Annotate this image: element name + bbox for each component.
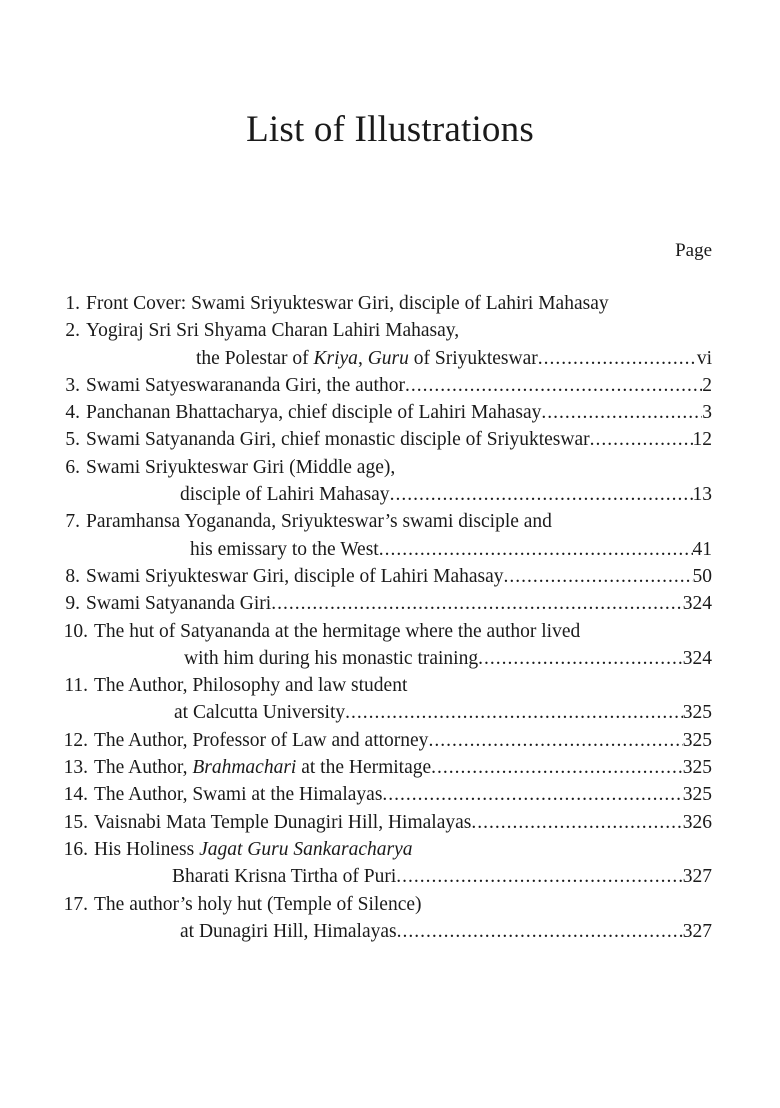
- page-number: 326: [682, 811, 712, 833]
- page-number: vi: [696, 347, 712, 369]
- dot-leader: [504, 563, 693, 590]
- list-item-continuation: [50, 536, 712, 563]
- list-item-continuation: [50, 699, 712, 726]
- item-caption: Swami Satyananda Giri: [86, 593, 272, 615]
- list-item-continuation: [50, 645, 712, 672]
- item-caption: Swami Satyananda Giri, chief monastic disciple of Sriyukteswar: [86, 429, 590, 451]
- page-number: 2: [702, 374, 712, 396]
- page-number: 325: [682, 784, 712, 806]
- dot-leader: [431, 754, 683, 781]
- page-number: 3: [702, 402, 712, 424]
- item-caption: The Author, Swami at the Himalayas: [94, 784, 383, 806]
- item-caption: The Author, Philosophy and law student: [94, 675, 408, 697]
- list-item-continuation: [50, 481, 712, 508]
- item-caption: Swami Sriyukteswar Giri, disciple of Lahiri Mahasay: [86, 565, 504, 587]
- page-number: 325: [682, 757, 712, 779]
- page-title: List of Illustrations: [246, 109, 534, 150]
- item-number: 3.: [65, 374, 80, 396]
- list-item-continuation: [50, 863, 712, 890]
- dot-leader: [478, 645, 683, 672]
- list-item: [50, 317, 712, 344]
- list-item: [50, 754, 712, 781]
- item-number: 12.: [63, 729, 88, 751]
- item-number: 10.: [63, 620, 88, 642]
- item-caption: Front Cover: Swami Sriyukteswar Giri, disciple of Lahiri Mahasay: [86, 293, 609, 314]
- item-caption: The Author, Professor of Law and attorney: [94, 729, 429, 751]
- list-item: [50, 727, 712, 754]
- item-caption: Yogiraj Sri Sri Shyama Charan Lahiri Mahasay,: [86, 320, 460, 342]
- list-item: [50, 508, 712, 535]
- item-caption: the Polestar of Kriya, Guru of Sriyukteswar: [196, 347, 538, 369]
- item-caption: disciple of Lahiri Mahasay: [180, 484, 390, 506]
- page-number: 50: [692, 565, 712, 587]
- item-number: [50, 918, 94, 945]
- page-number: 327: [682, 920, 712, 942]
- item-number: 8.: [65, 565, 80, 587]
- dot-leader: [428, 727, 682, 754]
- dot-leader: [390, 481, 693, 508]
- dot-leader: [382, 781, 682, 808]
- item-caption: Panchanan Bhattacharya, chief disciple of Lahiri Mahasay: [86, 402, 542, 424]
- page-number: 325: [682, 702, 712, 724]
- item-caption: His Holiness Jagat Guru Sankaracharya: [94, 838, 413, 860]
- item-number: [50, 345, 86, 372]
- dot-leader: [345, 699, 683, 726]
- item-number: 14.: [63, 784, 88, 806]
- dot-leader: [590, 426, 693, 453]
- item-number: 6.: [65, 456, 80, 478]
- item-caption: at Calcutta University: [174, 702, 346, 724]
- dot-leader: [405, 372, 702, 399]
- list-item: [50, 563, 712, 590]
- list-item-continuation: [50, 918, 712, 945]
- list-item: [50, 618, 712, 645]
- list-item: [50, 454, 712, 481]
- dot-leader: [538, 345, 697, 372]
- item-number: 9.: [65, 593, 80, 615]
- page-number: 325: [682, 729, 712, 751]
- list-item: [50, 399, 712, 426]
- item-caption: his emissary to the West: [190, 538, 379, 560]
- page-number: 324: [682, 647, 712, 669]
- page-number: 41: [692, 538, 712, 560]
- item-number: 11.: [64, 675, 88, 697]
- item-number: 1.: [65, 293, 80, 314]
- list-item: [50, 672, 712, 699]
- item-caption: Swami Satyeswarananda Giri, the author: [86, 374, 405, 396]
- item-number: [50, 536, 86, 563]
- item-number: 15.: [63, 811, 88, 833]
- item-caption: The hut of Satyananda at the hermitage where the author lived: [94, 620, 581, 642]
- item-number: [50, 481, 86, 508]
- list-item-continuation: [50, 345, 712, 372]
- page-number: 12: [692, 429, 712, 451]
- item-caption: Vaisnabi Mata Temple Dunagiri Hill, Himalayas: [94, 811, 472, 833]
- item-number: [50, 863, 94, 890]
- page-number: 13: [692, 484, 712, 506]
- item-number: 2.: [65, 320, 80, 342]
- item-caption: Swami Sriyukteswar Giri (Middle age),: [86, 456, 396, 478]
- dot-leader: [396, 863, 683, 890]
- page-number: 327: [682, 866, 712, 888]
- list-item: [50, 290, 712, 317]
- dot-leader: [541, 399, 702, 426]
- item-number: 4.: [65, 402, 80, 424]
- page-number: 324: [682, 593, 712, 615]
- list-item: [50, 590, 712, 617]
- dot-leader: [379, 536, 693, 563]
- list-item: [50, 836, 712, 863]
- dot-leader: [271, 590, 683, 617]
- list-item: [50, 426, 712, 453]
- item-number: [50, 699, 94, 726]
- item-number: 5.: [65, 429, 80, 451]
- illustrations-list: [50, 290, 712, 945]
- list-item: [50, 781, 712, 808]
- list-item: [50, 372, 712, 399]
- item-caption: at Dunagiri Hill, Himalayas: [180, 920, 397, 942]
- item-number: 16.: [63, 838, 88, 860]
- page-column-label: Page: [675, 240, 712, 261]
- list-item: [50, 891, 712, 918]
- item-number: 7.: [65, 511, 80, 533]
- dot-leader: [471, 809, 682, 836]
- item-caption: Paramhansa Yogananda, Sriyukteswar’s swami disciple and: [86, 511, 552, 533]
- item-caption: The author’s holy hut (Temple of Silence): [94, 893, 422, 915]
- item-number: 17.: [63, 893, 88, 915]
- list-item: [50, 809, 712, 836]
- item-number: [50, 645, 94, 672]
- item-number: 13.: [63, 757, 88, 779]
- item-caption: with him during his monastic training: [184, 647, 479, 669]
- item-caption: The Author, Brahmachari at the Hermitage: [94, 757, 432, 779]
- item-caption: Bharati Krisna Tirtha of Puri: [172, 866, 397, 888]
- dot-leader: [397, 918, 683, 945]
